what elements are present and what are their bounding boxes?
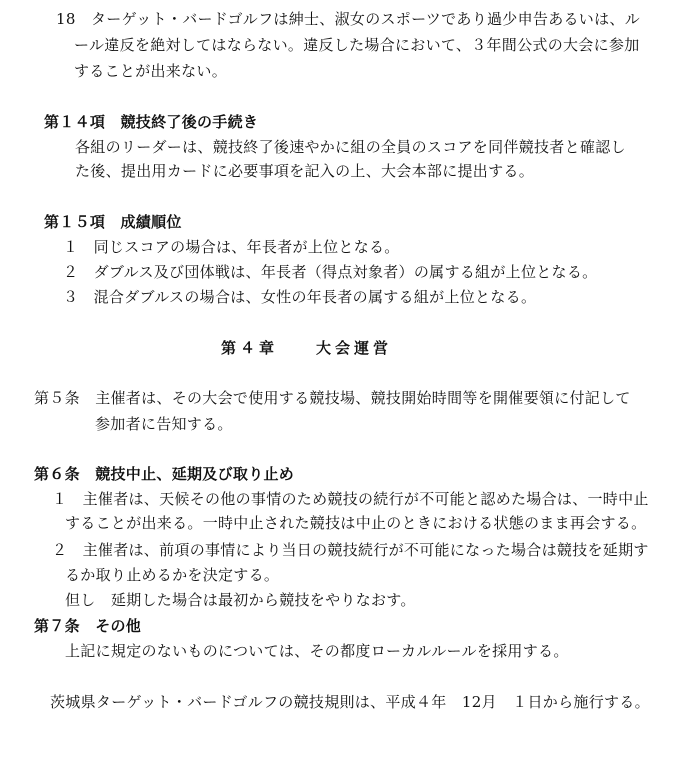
article-7-heading: 第７条 その他 (34, 617, 142, 635)
enactment-statement: 茨城県ターゲット・バードゴルフの競技規則は、平成４年 12月 １日から施行する。 (50, 693, 650, 711)
article-6-heading: 第６条 競技中止、延期及び取り止め (34, 465, 295, 483)
section-14-line-2: た後、提出用カードに必要事項を記入の上、大会本部に提出する。 (75, 162, 535, 180)
article-6-item-2-line-2: るか取り止めるかを決定する。 (65, 566, 280, 584)
article-5-line-2: 参加者に告知する。 (95, 415, 233, 433)
article-6-proviso: 但し 延期した場合は最初から競技をやりなおす。 (65, 591, 416, 609)
section-15-item-2: ２ ダブルス及び団体戦は、年長者（得点対象者）の属する組が上位となる。 (63, 263, 598, 281)
section-14-heading: 第１４項 競技終了後の手続き (44, 113, 259, 131)
chapter-4-title: 第４章 大会運営 (221, 339, 393, 357)
section-15-item-3: ３ 混合ダブルスの場合は、女性の年長者の属する組が上位となる。 (63, 288, 537, 306)
section-15-item-1: １ 同じスコアの場合は、年長者が上位となる。 (63, 238, 400, 256)
item-18-line-2: ール違反を絶対してはならない。違反した場合において、３年間公式の大会に参加 (74, 36, 640, 54)
section-15-heading: 第１５項 成績順位 (44, 213, 182, 231)
item-18-line-3: することが出来ない。 (74, 62, 228, 80)
section-14-line-1: 各組のリーダーは、競技終了後速やかに組の全員のスコアを同伴競技者と確認し (75, 138, 626, 156)
article-6-item-1-line-1: １ 主催者は、天候その他の事情のため競技の続行が不可能と認めた場合は、一時中止 (52, 490, 649, 508)
article-6-item-1-line-2: することが出来る。一時中止された競技は中止のときにおける状態のまま再会する。 (65, 514, 647, 532)
item-18-line-1: 18 ターゲット・バードゴルフは紳士、淑女のスポーツであり過少申告あるいは、ル (56, 10, 640, 28)
article-7-line-1: 上記に規定のないものについては、その都度ローカルルールを採用する。 (65, 642, 569, 660)
article-6-item-2-line-1: ２ 主催者は、前項の事情により当日の競技続行が不可能になった場合は競技を延期す (52, 541, 649, 559)
article-5-line-1: 第５条 主催者は、その大会で使用する競技場、競技開始時間等を開催要領に付記して (34, 389, 631, 407)
